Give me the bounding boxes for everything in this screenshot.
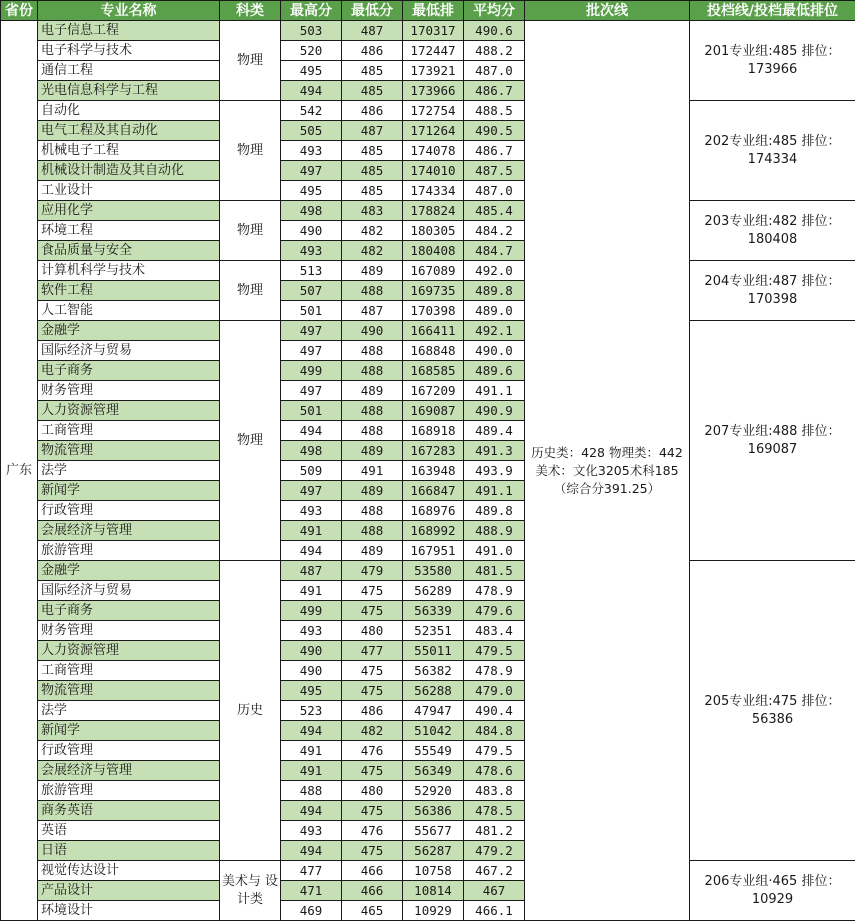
max-score-cell: 501 <box>281 401 342 421</box>
min-rank-cell: 166411 <box>403 321 464 341</box>
avg-score-cell: 478.6 <box>464 761 525 781</box>
avg-score-cell: 491.1 <box>464 381 525 401</box>
avg-score-cell: 491.3 <box>464 441 525 461</box>
avg-score-cell: 488.9 <box>464 521 525 541</box>
major-name-cell: 机械设计制造及其自动化 <box>38 161 220 181</box>
min-score-cell: 485 <box>342 61 403 81</box>
min-rank-cell: 47947 <box>403 701 464 721</box>
min-score-cell: 486 <box>342 41 403 61</box>
min-score-cell: 488 <box>342 341 403 361</box>
avg-score-cell: 481.5 <box>464 561 525 581</box>
avg-score-cell: 479.5 <box>464 741 525 761</box>
min-score-cell: 488 <box>342 401 403 421</box>
major-name-cell: 人力资源管理 <box>38 641 220 661</box>
min-rank-cell: 10814 <box>403 881 464 901</box>
table-row <box>1 261 855 281</box>
subject-cell: 物理 <box>220 101 281 201</box>
avg-score-cell: 466.1 <box>464 901 525 921</box>
avg-score-cell: 491.0 <box>464 541 525 561</box>
min-rank-cell: 167283 <box>403 441 464 461</box>
max-score-cell: 491 <box>281 761 342 781</box>
min-rank-cell: 171264 <box>403 121 464 141</box>
avg-score-cell: 489.8 <box>464 501 525 521</box>
max-score-cell: 477 <box>281 861 342 881</box>
avg-score-cell: 479.6 <box>464 601 525 621</box>
min-rank-cell: 174010 <box>403 161 464 181</box>
max-score-cell: 498 <box>281 441 342 461</box>
min-score-cell: 490 <box>342 321 403 341</box>
min-rank-cell: 53580 <box>403 561 464 581</box>
min-rank-cell: 56288 <box>403 681 464 701</box>
avg-score-cell: 490.6 <box>464 21 525 41</box>
max-score-cell: 494 <box>281 721 342 741</box>
min-score-cell: 483 <box>342 201 403 221</box>
major-name-cell: 工商管理 <box>38 421 220 441</box>
group-line-cell: 207专业组:488 排位：169087 <box>690 321 855 561</box>
min-score-cell: 475 <box>342 761 403 781</box>
avg-score-cell: 479.0 <box>464 681 525 701</box>
min-score-cell: 476 <box>342 821 403 841</box>
major-name-cell: 新闻学 <box>38 721 220 741</box>
major-name-cell: 新闻学 <box>38 481 220 501</box>
subject-cell: 物理 <box>220 321 281 561</box>
max-score-cell: 493 <box>281 621 342 641</box>
min-rank-cell: 178824 <box>403 201 464 221</box>
min-score-cell: 489 <box>342 481 403 501</box>
avg-score-cell: 487.0 <box>464 61 525 81</box>
min-score-cell: 466 <box>342 881 403 901</box>
max-score-cell: 503 <box>281 21 342 41</box>
header-row <box>1 1 855 21</box>
header-major: 专业名称 <box>38 1 220 21</box>
avg-score-cell: 483.8 <box>464 781 525 801</box>
avg-score-cell: 479.2 <box>464 841 525 861</box>
min-rank-cell: 168992 <box>403 521 464 541</box>
min-score-cell: 482 <box>342 721 403 741</box>
max-score-cell: 495 <box>281 181 342 201</box>
min-score-cell: 475 <box>342 601 403 621</box>
min-score-cell: 487 <box>342 21 403 41</box>
min-rank-cell: 167089 <box>403 261 464 281</box>
major-name-cell: 计算机科学与技术 <box>38 261 220 281</box>
major-name-cell: 软件工程 <box>38 281 220 301</box>
max-score-cell: 542 <box>281 101 342 121</box>
major-name-cell: 人工智能 <box>38 301 220 321</box>
min-score-cell: 487 <box>342 121 403 141</box>
group-line-cell: 201专业组:485 排位：173966 <box>690 21 855 101</box>
avg-score-cell: 491.1 <box>464 481 525 501</box>
avg-score-cell: 484.7 <box>464 241 525 261</box>
major-name-cell: 旅游管理 <box>38 541 220 561</box>
header-province: 省份 <box>1 1 38 21</box>
major-name-cell: 旅游管理 <box>38 781 220 801</box>
min-rank-cell: 55549 <box>403 741 464 761</box>
header-batch-line: 批次线 <box>525 1 690 21</box>
min-rank-cell: 56386 <box>403 801 464 821</box>
min-score-cell: 485 <box>342 181 403 201</box>
min-score-cell: 488 <box>342 361 403 381</box>
min-score-cell: 480 <box>342 621 403 641</box>
min-score-cell: 486 <box>342 701 403 721</box>
major-name-cell: 环境工程 <box>38 221 220 241</box>
group-line-cell: 205专业组:475 排位：56386 <box>690 561 855 861</box>
min-score-cell: 486 <box>342 101 403 121</box>
min-score-cell: 479 <box>342 561 403 581</box>
min-score-cell: 489 <box>342 441 403 461</box>
max-score-cell: 498 <box>281 201 342 221</box>
min-rank-cell: 56349 <box>403 761 464 781</box>
min-score-cell: 485 <box>342 161 403 181</box>
province-cell: 广东 <box>1 21 38 921</box>
max-score-cell: 487 <box>281 561 342 581</box>
subject-cell: 历史 <box>220 561 281 861</box>
table-row <box>1 201 855 221</box>
min-score-cell: 475 <box>342 841 403 861</box>
max-score-cell: 507 <box>281 281 342 301</box>
max-score-cell: 469 <box>281 901 342 921</box>
max-score-cell: 493 <box>281 501 342 521</box>
avg-score-cell: 478.9 <box>464 661 525 681</box>
major-name-cell: 物流管理 <box>38 681 220 701</box>
major-name-cell: 英语 <box>38 821 220 841</box>
avg-score-cell: 487.0 <box>464 181 525 201</box>
min-rank-cell: 169735 <box>403 281 464 301</box>
max-score-cell: 523 <box>281 701 342 721</box>
major-name-cell: 通信工程 <box>38 61 220 81</box>
subject-cell: 物理 <box>220 21 281 101</box>
min-rank-cell: 167209 <box>403 381 464 401</box>
max-score-cell: 509 <box>281 461 342 481</box>
max-score-cell: 497 <box>281 481 342 501</box>
major-name-cell: 电子信息工程 <box>38 21 220 41</box>
major-name-cell: 国际经济与贸易 <box>38 341 220 361</box>
major-name-cell: 电子科学与技术 <box>38 41 220 61</box>
major-name-cell: 财务管理 <box>38 621 220 641</box>
major-name-cell: 光电信息科学与工程 <box>38 81 220 101</box>
major-name-cell: 电子商务 <box>38 361 220 381</box>
min-rank-cell: 168585 <box>403 361 464 381</box>
major-name-cell: 机械电子工程 <box>38 141 220 161</box>
min-rank-cell: 56287 <box>403 841 464 861</box>
subject-cell: 物理 <box>220 261 281 321</box>
major-name-cell: 视觉传达设计 <box>38 861 220 881</box>
major-name-cell: 金融学 <box>38 321 220 341</box>
major-name-cell: 电气工程及其自动化 <box>38 121 220 141</box>
min-score-cell: 489 <box>342 261 403 281</box>
min-rank-cell: 174334 <box>403 181 464 201</box>
min-score-cell: 482 <box>342 241 403 261</box>
min-rank-cell: 56339 <box>403 601 464 621</box>
max-score-cell: 491 <box>281 741 342 761</box>
max-score-cell: 497 <box>281 381 342 401</box>
avg-score-cell: 489.8 <box>464 281 525 301</box>
major-name-cell: 食品质量与安全 <box>38 241 220 261</box>
min-rank-cell: 172754 <box>403 101 464 121</box>
max-score-cell: 494 <box>281 421 342 441</box>
subject-cell: 美术与 设计类 <box>220 861 281 921</box>
min-score-cell: 485 <box>342 81 403 101</box>
max-score-cell: 493 <box>281 241 342 261</box>
min-score-cell: 491 <box>342 461 403 481</box>
major-name-cell: 产品设计 <box>38 881 220 901</box>
min-score-cell: 480 <box>342 781 403 801</box>
min-score-cell: 488 <box>342 501 403 521</box>
max-score-cell: 490 <box>281 641 342 661</box>
avg-score-cell: 486.7 <box>464 81 525 101</box>
min-score-cell: 476 <box>342 741 403 761</box>
min-rank-cell: 170317 <box>403 21 464 41</box>
max-score-cell: 471 <box>281 881 342 901</box>
max-score-cell: 494 <box>281 841 342 861</box>
min-rank-cell: 56289 <box>403 581 464 601</box>
max-score-cell: 501 <box>281 301 342 321</box>
max-score-cell: 494 <box>281 801 342 821</box>
min-score-cell: 489 <box>342 381 403 401</box>
min-rank-cell: 163948 <box>403 461 464 481</box>
max-score-cell: 495 <box>281 61 342 81</box>
min-score-cell: 488 <box>342 281 403 301</box>
min-rank-cell: 180305 <box>403 221 464 241</box>
avg-score-cell: 479.5 <box>464 641 525 661</box>
major-name-cell: 会展经济与管理 <box>38 521 220 541</box>
table-row <box>1 101 855 121</box>
min-rank-cell: 56382 <box>403 661 464 681</box>
major-name-cell: 法学 <box>38 701 220 721</box>
group-line-cell: 203专业组:482 排位：180408 <box>690 201 855 261</box>
min-rank-cell: 52351 <box>403 621 464 641</box>
max-score-cell: 491 <box>281 581 342 601</box>
min-rank-cell: 170398 <box>403 301 464 321</box>
max-score-cell: 493 <box>281 141 342 161</box>
avg-score-cell: 481.2 <box>464 821 525 841</box>
avg-score-cell: 489.6 <box>464 361 525 381</box>
avg-score-cell: 478.5 <box>464 801 525 821</box>
min-rank-cell: 174078 <box>403 141 464 161</box>
max-score-cell: 520 <box>281 41 342 61</box>
header-min-score: 最低分 <box>342 1 403 21</box>
avg-score-cell: 490.5 <box>464 121 525 141</box>
group-line-cell: 204专业组:487 排位：170398 <box>690 261 855 321</box>
avg-score-cell: 490.0 <box>464 341 525 361</box>
max-score-cell: 495 <box>281 681 342 701</box>
max-score-cell: 497 <box>281 341 342 361</box>
table-row <box>1 21 855 41</box>
major-name-cell: 人力资源管理 <box>38 401 220 421</box>
min-score-cell: 489 <box>342 541 403 561</box>
max-score-cell: 488 <box>281 781 342 801</box>
min-score-cell: 475 <box>342 681 403 701</box>
max-score-cell: 505 <box>281 121 342 141</box>
avg-score-cell: 467.2 <box>464 861 525 881</box>
avg-score-cell: 484.8 <box>464 721 525 741</box>
min-rank-cell: 10758 <box>403 861 464 881</box>
major-name-cell: 国际经济与贸易 <box>38 581 220 601</box>
avg-score-cell: 484.2 <box>464 221 525 241</box>
min-score-cell: 465 <box>342 901 403 921</box>
major-name-cell: 财务管理 <box>38 381 220 401</box>
max-score-cell: 499 <box>281 361 342 381</box>
avg-score-cell: 467 <box>464 881 525 901</box>
major-name-cell: 法学 <box>38 461 220 481</box>
min-score-cell: 475 <box>342 801 403 821</box>
group-line-cell: 206专业组·465 排位：10929 <box>690 861 855 921</box>
min-rank-cell: 167951 <box>403 541 464 561</box>
header-group-line: 投档线/投档最低排位 <box>690 1 855 21</box>
avg-score-cell: 483.4 <box>464 621 525 641</box>
max-score-cell: 493 <box>281 821 342 841</box>
max-score-cell: 491 <box>281 521 342 541</box>
header-avg-score: 平均分 <box>464 1 525 21</box>
avg-score-cell: 478.9 <box>464 581 525 601</box>
max-score-cell: 499 <box>281 601 342 621</box>
avg-score-cell: 487.5 <box>464 161 525 181</box>
table-row <box>1 321 855 341</box>
group-line-cell: 202专业组:485 排位：174334 <box>690 101 855 201</box>
min-rank-cell: 55011 <box>403 641 464 661</box>
batch-line-cell: 历史类：428 物理类：442 美术：文化3205术科185（综合分391.25） <box>525 21 690 921</box>
avg-score-cell: 490.9 <box>464 401 525 421</box>
major-name-cell: 电子商务 <box>38 601 220 621</box>
max-score-cell: 497 <box>281 161 342 181</box>
min-score-cell: 487 <box>342 301 403 321</box>
avg-score-cell: 488.5 <box>464 101 525 121</box>
max-score-cell: 490 <box>281 221 342 241</box>
major-name-cell: 金融学 <box>38 561 220 581</box>
min-rank-cell: 168918 <box>403 421 464 441</box>
subject-cell: 物理 <box>220 201 281 261</box>
avg-score-cell: 485.4 <box>464 201 525 221</box>
header-min-rank: 最低排 <box>403 1 464 21</box>
min-rank-cell: 173966 <box>403 81 464 101</box>
min-rank-cell: 173921 <box>403 61 464 81</box>
min-rank-cell: 168848 <box>403 341 464 361</box>
min-score-cell: 477 <box>342 641 403 661</box>
major-name-cell: 工业设计 <box>38 181 220 201</box>
avg-score-cell: 493.9 <box>464 461 525 481</box>
major-name-cell: 物流管理 <box>38 441 220 461</box>
min-score-cell: 475 <box>342 581 403 601</box>
avg-score-cell: 490.4 <box>464 701 525 721</box>
min-score-cell: 475 <box>342 661 403 681</box>
major-name-cell: 工商管理 <box>38 661 220 681</box>
min-score-cell: 482 <box>342 221 403 241</box>
header-max-score: 最高分 <box>281 1 342 21</box>
min-rank-cell: 55677 <box>403 821 464 841</box>
major-name-cell: 环境设计 <box>38 901 220 921</box>
avg-score-cell: 488.2 <box>464 41 525 61</box>
min-rank-cell: 168976 <box>403 501 464 521</box>
header-subject: 科类 <box>220 1 281 21</box>
min-rank-cell: 10929 <box>403 901 464 921</box>
min-rank-cell: 52920 <box>403 781 464 801</box>
max-score-cell: 494 <box>281 81 342 101</box>
avg-score-cell: 489.4 <box>464 421 525 441</box>
table-body <box>1 21 855 921</box>
major-name-cell: 日语 <box>38 841 220 861</box>
min-score-cell: 488 <box>342 421 403 441</box>
major-name-cell: 自动化 <box>38 101 220 121</box>
major-name-cell: 行政管理 <box>38 741 220 761</box>
min-rank-cell: 166847 <box>403 481 464 501</box>
max-score-cell: 494 <box>281 541 342 561</box>
min-score-cell: 485 <box>342 141 403 161</box>
max-score-cell: 513 <box>281 261 342 281</box>
table-row <box>1 561 855 581</box>
avg-score-cell: 492.1 <box>464 321 525 341</box>
table-row <box>1 861 855 881</box>
min-score-cell: 488 <box>342 521 403 541</box>
major-name-cell: 应用化学 <box>38 201 220 221</box>
min-rank-cell: 172447 <box>403 41 464 61</box>
min-rank-cell: 51042 <box>403 721 464 741</box>
major-name-cell: 商务英语 <box>38 801 220 821</box>
major-name-cell: 行政管理 <box>38 501 220 521</box>
avg-score-cell: 486.7 <box>464 141 525 161</box>
avg-score-cell: 489.0 <box>464 301 525 321</box>
min-rank-cell: 180408 <box>403 241 464 261</box>
avg-score-cell: 492.0 <box>464 261 525 281</box>
major-name-cell: 会展经济与管理 <box>38 761 220 781</box>
max-score-cell: 490 <box>281 661 342 681</box>
min-rank-cell: 169087 <box>403 401 464 421</box>
min-score-cell: 466 <box>342 861 403 881</box>
max-score-cell: 497 <box>281 321 342 341</box>
